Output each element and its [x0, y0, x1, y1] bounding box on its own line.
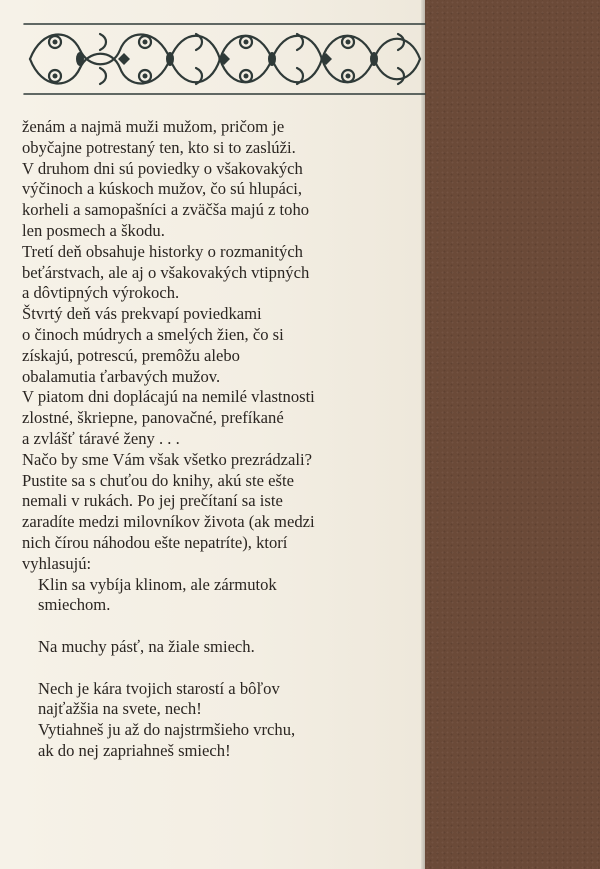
saying-line: Klin sa vybíja klinom, ale zármutok: [38, 574, 277, 594]
text-line: korheli a samopašníci a zväčša majú z toho: [22, 200, 310, 220]
text-line: V piatom dni doplácajú na nemilé vlastnosti: [22, 387, 315, 407]
text-line: Štvrtý deň vás prekvapí poviedkami: [22, 304, 262, 324]
text-line: zaradíte medzi milovníkov života (ak medzi: [22, 512, 315, 532]
text-line: zlostné, škriepne, panovačné, prefíkané: [22, 408, 284, 428]
brown-cover-flap: [425, 0, 600, 869]
text-line: Načo by sme Vám však všetko prezrádzali?: [22, 449, 312, 469]
text-line: Tretí deň obsahuje historky o rozmanitých: [22, 241, 303, 261]
text-line: len posmech a škodu.: [22, 220, 165, 240]
stanza-gap: [22, 658, 417, 679]
saying-line: najťažšia na svete, nech!: [38, 699, 202, 719]
text-line: beťárstvach, ale aj o všakovakých vtipných: [22, 262, 310, 282]
saying-line: Vytiahneš ju až do najstrmšieho vrchu,: [38, 720, 296, 740]
stanza-gap: [22, 616, 417, 637]
text-line: obyčajne potrestaný ten, kto si to zaslúži.: [22, 137, 296, 157]
saying-line: Nech je kára tvojich starostí a bôľov: [38, 678, 280, 698]
saying-line: Na muchy pásť, na žiale smiech.: [38, 636, 255, 656]
text-line: V druhom dni sú poviedky o všakovakých: [22, 158, 303, 178]
text-line: ženám a najmä muži mužom, pričom je: [22, 117, 285, 136]
text-line: nich čírou náhodou ešte nepatríte), ktorí: [22, 532, 288, 552]
text-line: výčinoch a kúskoch mužov, čo sú hlupáci,: [22, 179, 303, 199]
saying-line: ak do nej zapriahneš smiech!: [38, 740, 231, 760]
saying-line: smiechom.: [38, 595, 111, 615]
text-line: nemali v rukách. Po jej prečítaní sa iste: [22, 491, 283, 511]
text-line: a dôvtipných výrokoch.: [22, 283, 180, 303]
text-line: obalamutia ťarbavých mužov.: [22, 366, 221, 386]
text-line: vyhlasujú:: [22, 553, 92, 573]
text-line: a zvlášť táravé ženy . . .: [22, 428, 180, 448]
text-line: Pustite sa s chuťou do knihy, akú ste ešte: [22, 470, 294, 490]
text-line: získajú, potrescú, premôžu alebo: [22, 345, 240, 365]
text-line: o činoch múdrych a smelých žien, čo si: [22, 324, 284, 344]
body-text: [22, 117, 417, 762]
floral-ornament-icon: [22, 20, 427, 98]
